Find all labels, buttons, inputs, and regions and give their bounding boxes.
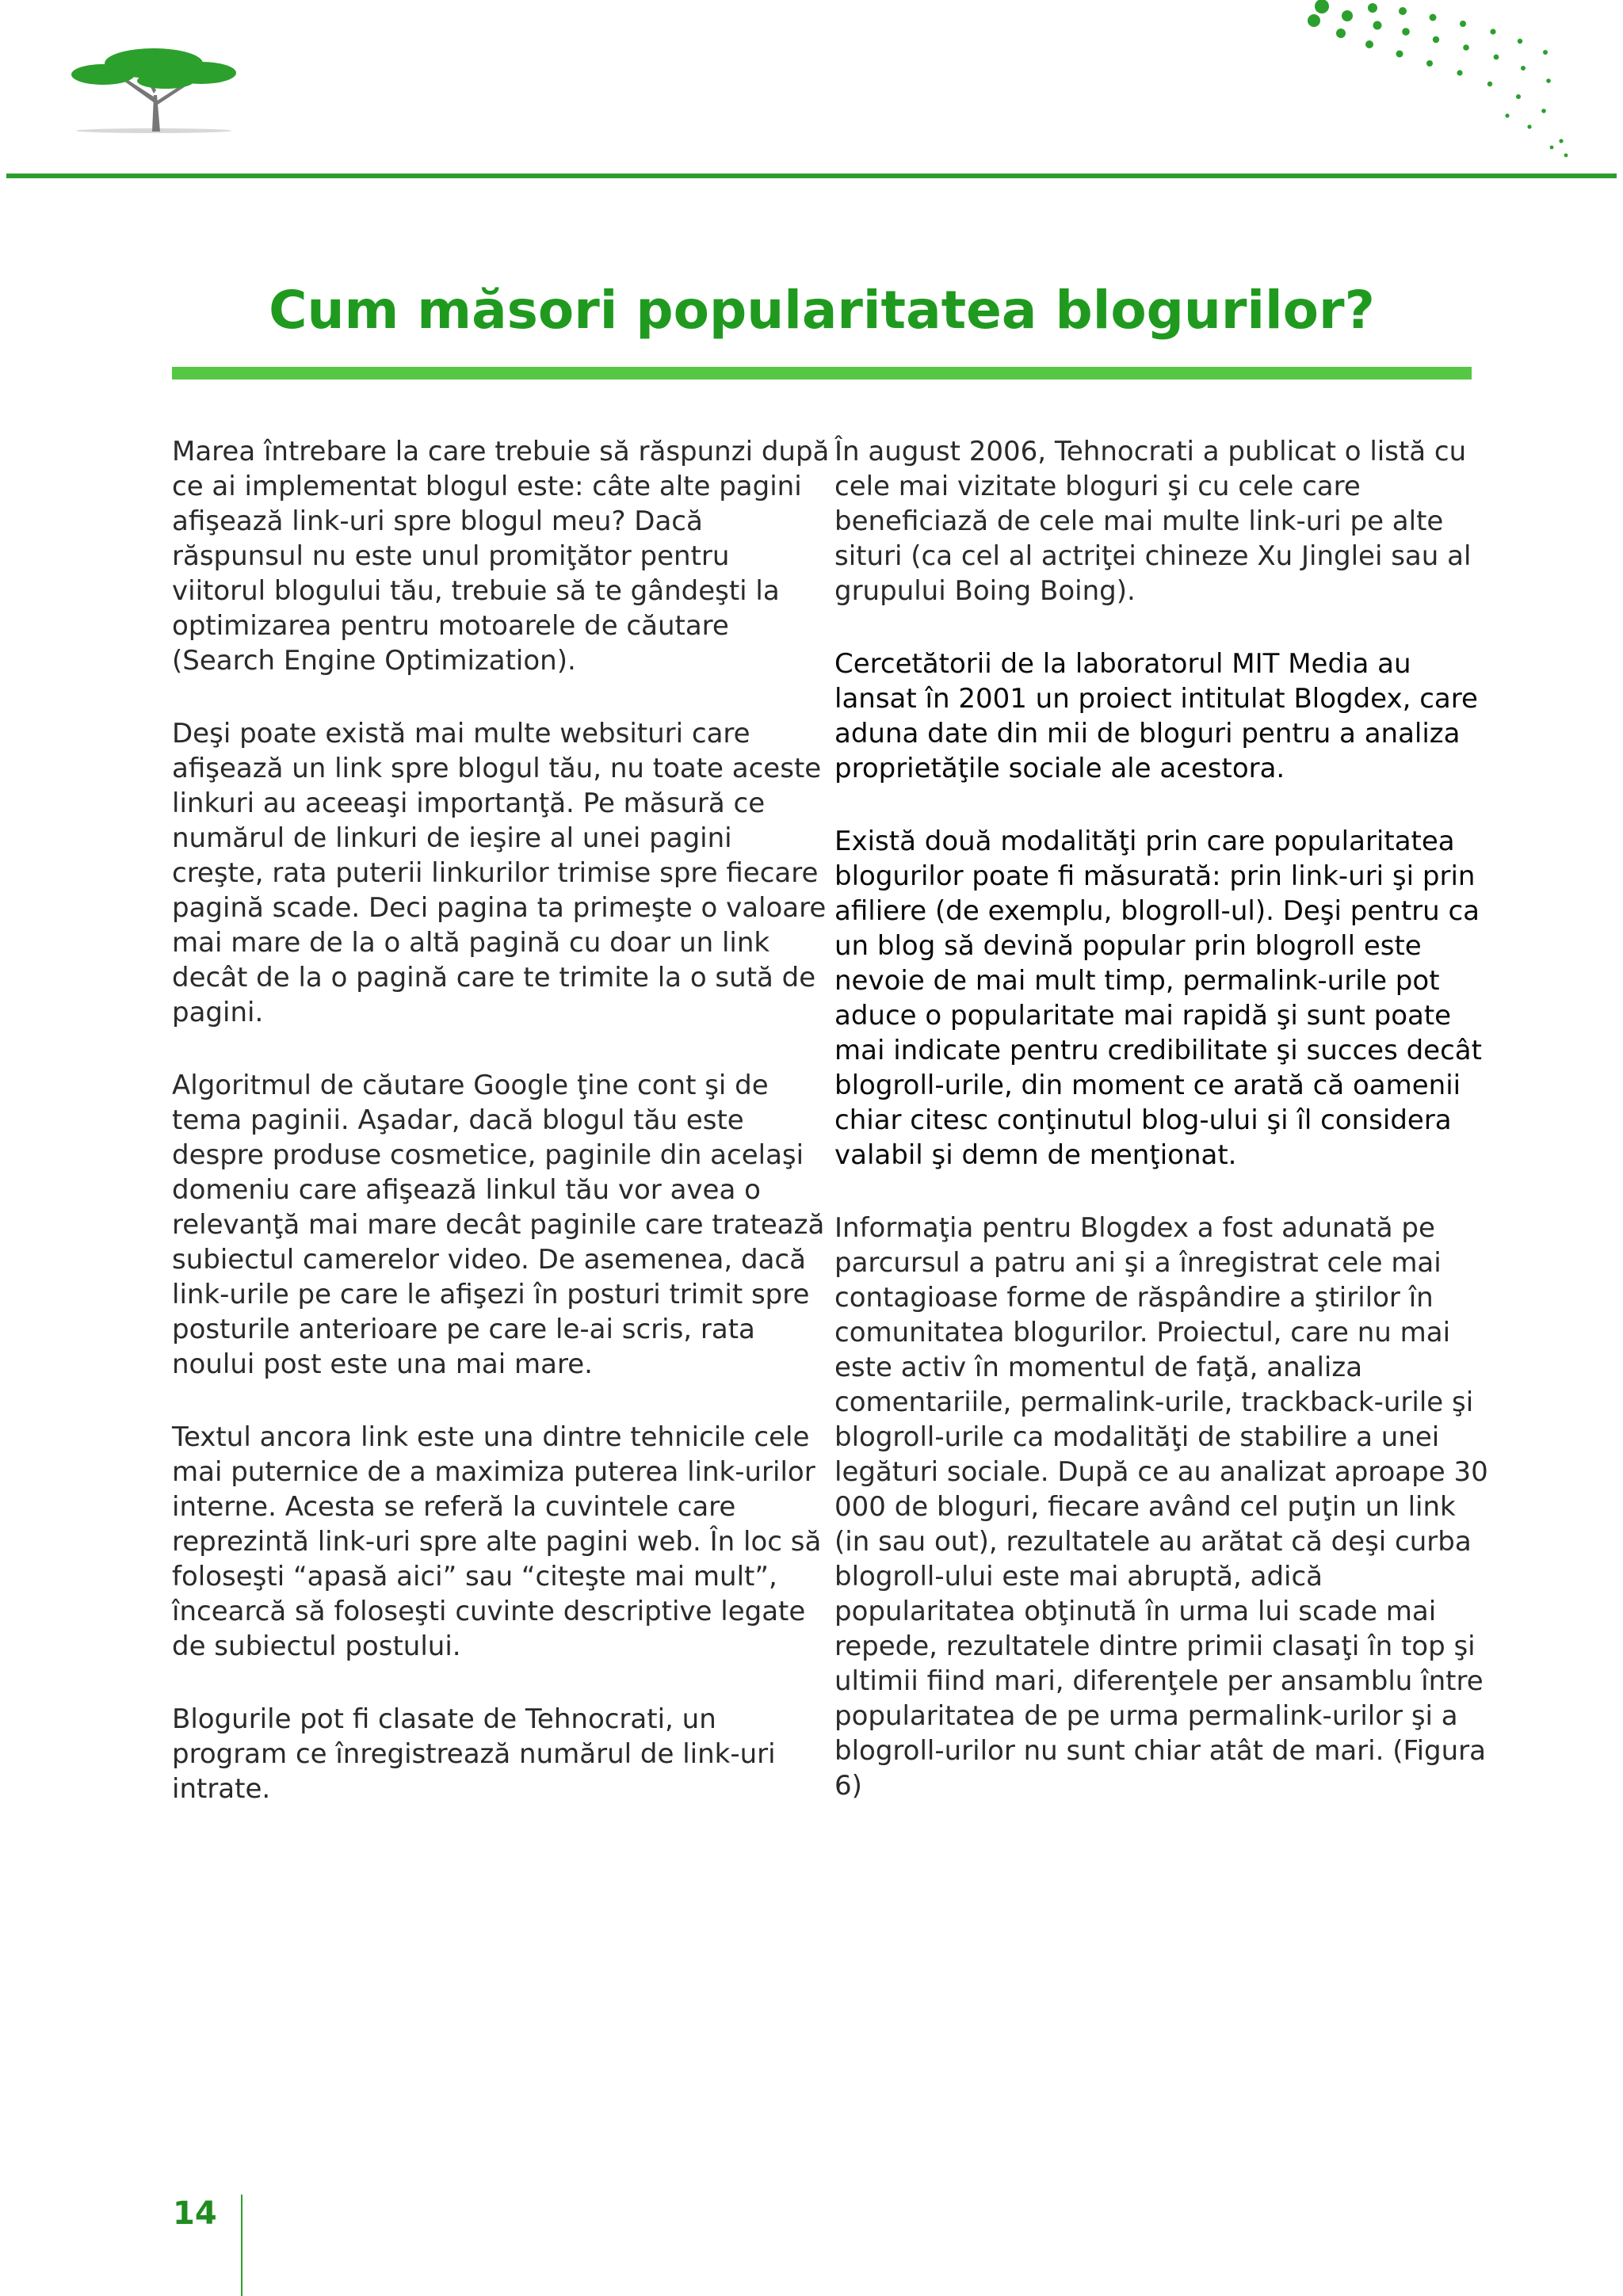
paragraph: În august 2006, Tehnocrati a publicat o listă cu cele mai vizitate bloguri şi cu cele care beneficiază de cele mai multe link-uri pe alte situri (ca cel al actriţei chineze Xu Jinglei sau al grupului Boing Boing).: [834, 436, 1472, 607]
paragraph: Textul ancora link este una dintre tehnicile cele mai puternice de a maximiza puterea link-urilor interne. Acesta se referă la cuvintele care reprezintă link-uri spre alte pagini web. În loc să foloseşti “apasă aici” sau “citeşte mai mult”, încearcă să foloseşti cuvinte descriptive legate de subiectul postului.: [172, 1421, 822, 1662]
footer-rule: [241, 2195, 242, 2296]
tree-logo-icon: [67, 40, 241, 139]
paragraph: Există două modalităţi prin care popularitatea blogurilor poate fi măsurată: prin link-uri şi prin afiliere (de exemplu, blogroll-ul). Deşi pentru ca un blog să devină popular prin blogroll este nevoie de mai mult timp, permalink-urile pot aduce o popularitate mai rapidă şi sunt poate mai indicate pentru credibilitate şi succes decât blogroll-urile, din moment ce arată că oamenii chiar citesc conţinutul blog-ului şi îl considera valabil şi demn de menţionat.: [834, 826, 1482, 1171]
header-rule: [6, 174, 1617, 178]
paragraph: Deşi poate există mai multe websituri care afişează un link spre blogul tău, nu toate aceste linkuri au aceeaşi importanţă. Pe măsură ce numărul de linkuri de ieşire al unei pagini creşte, rata puterii linkurilor trimise spre fiecare pagină scade. Deci pagina ta primeşte o valoare mai mare de la o altă pagină cu doar un link decât de la o pagină care te trimite la o sută de pagini.: [172, 718, 827, 1028]
right-column: [834, 434, 1492, 1841]
left-column: [172, 434, 830, 1844]
page-title: Cum măsori popularitatea blogurilor?: [269, 280, 1375, 341]
paragraph: Marea întrebare la care trebuie să răspunzi după ce ai implementat blogul este: câte alte pagini afişează link-uri spre blogul meu? Dacă răspunsul nu este unul promiţător pentru viitorul blogului tău, trebuie să te gândeşti la optimizarea pentru motoarele de căutare (Search Engine Optimization).: [172, 436, 830, 677]
paragraph: Algoritmul de căutare Google ţine cont şi de tema paginii. Aşadar, dacă blogul tău este despre produse cosmetice, paginile din acelaşi domeniu care afişează linkul tău vor avea o relevanţă mai mare decât paginile care tratează subiectul camerelor video. De asemenea, dacă link-urile pe care le afişezi în posturi trimit spre posturile anterioare pe care le-ai scris, rata noului post este una mai mare.: [172, 1070, 825, 1380]
title-rule: [172, 367, 1472, 379]
page-number: 14: [173, 2195, 217, 2232]
paragraph: Blogurile pot fi clasate de Tehnocrati, un program ce înregistrează numărul de link-uri intrate.: [172, 1703, 776, 1805]
paragraph: Cercetătorii de la laboratorul MIT Media au lansat în 2001 un proiect intitulat Blogdex, care aduna date din mii de bloguri pentru a analiza proprietăţile sociale ale acestora.: [834, 648, 1478, 784]
dot-pattern-icon: [1300, 0, 1585, 166]
paragraph: Informaţia pentru Blogdex a fost adunată pe parcursul a patru ani şi a înregistrat cele mai contagioase forme de răspândire a ştirilor în comunitatea blogurilor. Proiectul, care nu mai este activ în momentul de faţă, analiza comentariile, permalink-urile, trackback-urile şi blogroll-urile ca modalităţi de stabilire a unei legături sociale. După ce au analizat aproape 30 000 de bloguri, fiecare având cel puţin un link (in sau out), rezultatele au arătat că deşi curba blogroll-ului este mai abruptă, adică popularitatea obţinută în urma lui scade mai repede, rezultatele dintre primii clasaţi în top şi ultimii fiind mari, diferenţele per ansamblu între popularitatea de pe urma permalink-urilor şi a blogroll-urilor nu sunt chiar atât de mari. (Figura 6): [834, 1212, 1488, 1802]
